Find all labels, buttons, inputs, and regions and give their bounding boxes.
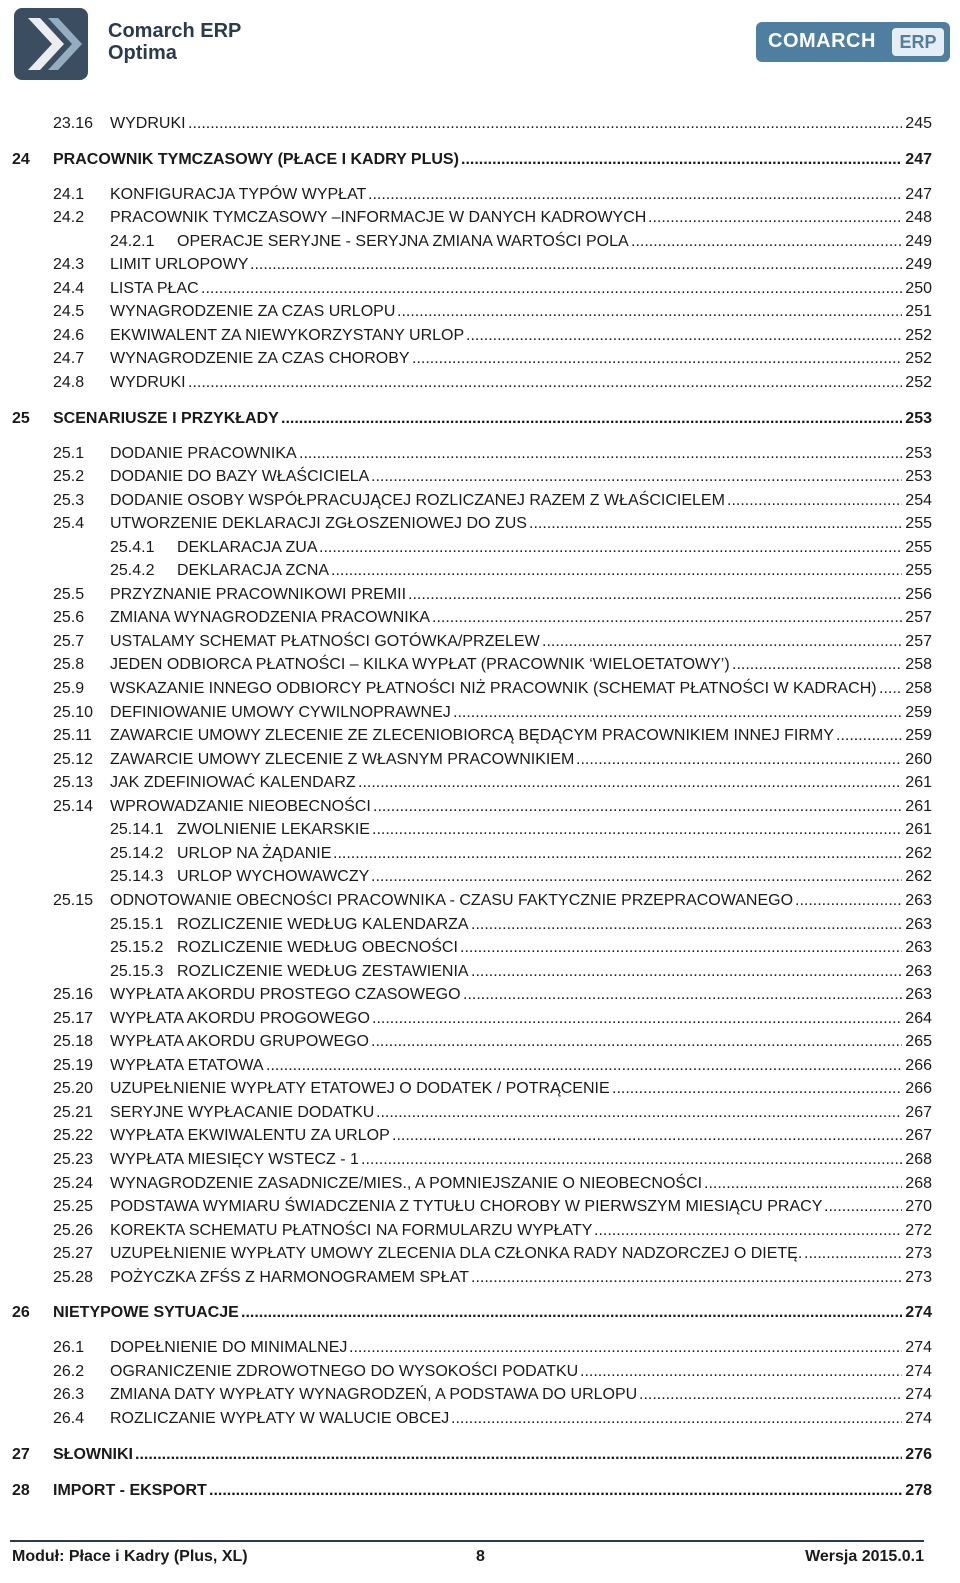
toc-entry-page: 268 xyxy=(905,1151,932,1168)
page-footer xyxy=(12,1544,924,1570)
toc-dot-leader xyxy=(376,1101,902,1125)
toc-entry-page: 265 xyxy=(905,1033,932,1051)
toc-dot-leader xyxy=(466,324,902,348)
toc-dot-leader xyxy=(576,748,902,772)
toc-dot-leader xyxy=(580,1360,902,1384)
toc-entry-title: LISTA PŁAC xyxy=(110,279,199,297)
toc-dot-leader xyxy=(727,489,902,513)
toc-entry-title: PRACOWNIK TYMCZASOWY (PŁACE I KADRY PLUS) xyxy=(53,150,459,168)
toc-entry-page: 263 xyxy=(905,939,932,957)
toc-dot-leader xyxy=(299,442,902,466)
toc-entry-number: 25.14.1 xyxy=(110,821,164,839)
toc-entry-title: KOREKTA SCHEMATU PŁATNOŚCI NA FORMULARZU WYPŁATY xyxy=(110,1221,593,1239)
toc-entry-title: JEDEN ODBIORCA PŁATNOŚCI – KILKA WYPŁAT (PRACOWNIK ‘WIELOETATOWY’) xyxy=(110,656,730,674)
toc-entry-page: 263 xyxy=(905,915,932,933)
comarch-logo-text: COMARCH xyxy=(768,30,876,52)
toc-dot-leader xyxy=(371,1030,902,1054)
toc-entry-page: 247 xyxy=(905,150,932,168)
toc-entry-page: 261 xyxy=(905,797,932,815)
toc-entry-page: 274 xyxy=(905,1339,932,1357)
toc-entry-page: 251 xyxy=(905,303,932,321)
toc-entry-number: 25.6 xyxy=(53,609,85,627)
toc-entry-page: 253 xyxy=(905,444,932,462)
toc-entry-title: SCENARIUSZE I PRZYKŁADY xyxy=(53,409,279,427)
toc-entry-number: 25.3 xyxy=(53,491,85,509)
toc-entry-title: ODNOTOWANIE OBECNOŚCI PRACOWNIKA - CZASU FAKTYCZNIE PRZEPRACOWANEGO xyxy=(110,891,794,909)
toc-entry-page: 263 xyxy=(905,986,932,1004)
toc-entry-title: DEKLARACJA ZCNA xyxy=(177,562,330,580)
toc-entry-title: URLOP WYCHOWAWCZY xyxy=(177,868,370,886)
toc-entry[interactable] xyxy=(0,112,960,136)
footer-version: Wersja 2015.0.1 xyxy=(805,1548,924,1565)
toc-entry-title: WYPŁATA AKORDU PROSTEGO CZASOWEGO xyxy=(110,986,461,1004)
comarch-logo xyxy=(756,22,950,62)
toc-entry-title: OPERACJE SERYJNE - SERYJNA ZMIANA WARTOŚCI POLA xyxy=(177,232,629,250)
toc-entry-page: 264 xyxy=(905,1009,932,1027)
toc-dot-leader xyxy=(471,1266,902,1290)
toc-entry-title: WPROWADZANIE NIEOBECNOŚCI xyxy=(110,797,371,815)
toc-entry-page: 261 xyxy=(905,774,932,792)
toc-entry-page: 266 xyxy=(905,1080,932,1098)
toc-entry-number: 24.5 xyxy=(53,303,85,321)
toc-entry[interactable] xyxy=(0,1172,960,1196)
toc-entry[interactable] xyxy=(0,630,960,654)
toc-dot-leader xyxy=(373,795,902,819)
toc-entry-page: 258 xyxy=(905,680,932,697)
toc-entry-page: 267 xyxy=(905,1127,932,1145)
toc-entry-number: 25.15.3 xyxy=(110,962,164,980)
toc-entry-page: 253 xyxy=(905,468,932,486)
toc-entry-title: WYNAGRODZENIE ZA CZAS URLOPU xyxy=(110,303,396,321)
toc-entry-number: 25.11 xyxy=(53,727,92,745)
toc-entry-page: 257 xyxy=(905,632,932,650)
toc-entry-page: 278 xyxy=(905,1481,932,1499)
toc-entry-page: 259 xyxy=(905,703,932,721)
toc-entry-page: 263 xyxy=(905,891,932,909)
toc-entry-page: 262 xyxy=(905,868,932,886)
toc-entry[interactable] xyxy=(0,1479,960,1503)
toc-dot-leader xyxy=(612,1077,902,1101)
toc-entry[interactable] xyxy=(0,536,960,560)
toc-entry[interactable] xyxy=(0,559,960,583)
toc-entry-title: OGRANICZENIE ZDROWOTNEGO DO WYSOKOŚCI PODATKU xyxy=(110,1362,579,1380)
toc-entry-page: 253 xyxy=(905,409,932,427)
toc-entry-number: 25.13 xyxy=(53,774,94,792)
toc-entry-number: 25.21 xyxy=(53,1103,94,1121)
toc-entry-number: 26.4 xyxy=(53,1409,85,1427)
toc-dot-leader xyxy=(879,677,902,701)
toc-entry-title: DODANIE PRACOWNIKA xyxy=(110,444,297,462)
toc-entry-page: 255 xyxy=(905,562,932,580)
toc-entry[interactable] xyxy=(0,442,960,466)
toc-dot-leader xyxy=(188,371,902,395)
toc-entry-page: 256 xyxy=(905,585,932,603)
toc-entry-title: KONFIGURACJA TYPÓW WYPŁAT xyxy=(110,185,367,203)
toc-entry-title: JAK ZDEFINIOWAĆ KALENDARZ xyxy=(110,774,356,792)
toc-entry-page: 266 xyxy=(905,1056,932,1074)
toc-dot-leader xyxy=(460,936,902,960)
toc-entry-number: 25.2 xyxy=(53,468,85,486)
toc-entry-page: 249 xyxy=(905,232,932,250)
toc-entry-number: 25.20 xyxy=(53,1080,94,1098)
toc-dot-leader xyxy=(371,865,902,889)
toc-entry[interactable] xyxy=(0,1195,960,1219)
toc-dot-leader xyxy=(372,1007,902,1031)
toc-dot-leader xyxy=(250,253,902,277)
toc-entry-page: 276 xyxy=(905,1445,932,1463)
toc-dot-leader xyxy=(471,960,902,984)
toc-entry-number: 25.27 xyxy=(53,1245,94,1263)
toc-entry-number: 25.7 xyxy=(53,632,85,650)
comarch-erp-logo-icon xyxy=(14,8,88,80)
toc-entry-title: ZWOLNIENIE LEKARSKIE xyxy=(177,821,370,839)
toc-dot-leader xyxy=(732,653,902,677)
toc-dot-leader xyxy=(241,1301,902,1325)
toc-entry-title: DODANIE OSOBY WSPÓŁPRACUJĄCEJ ROZLICZANEJ RAZEM Z WŁAŚCICIELEM xyxy=(110,491,725,509)
toc-entry-page: 273 xyxy=(905,1268,932,1286)
toc-entry[interactable] xyxy=(0,489,960,513)
toc-entry[interactable] xyxy=(0,512,960,536)
toc-entry-title: SŁOWNIKI xyxy=(53,1445,133,1463)
toc-entry-number: 25.4.2 xyxy=(110,562,155,580)
toc-entry-page: 274 xyxy=(905,1304,932,1322)
toc-entry-number: 25.15 xyxy=(53,891,94,909)
toc-entry[interactable] xyxy=(0,465,960,489)
toc-entry-page: 255 xyxy=(905,538,932,556)
toc-entry-title: WYPŁATA ETATOWA xyxy=(110,1056,264,1074)
toc-dot-leader xyxy=(463,983,902,1007)
toc-entry[interactable] xyxy=(0,407,960,431)
erp-badge: ERP xyxy=(892,28,944,56)
toc-dot-leader xyxy=(542,630,902,654)
toc-entry-page: 245 xyxy=(905,115,932,132)
brand-line-1: Comarch ERP xyxy=(108,20,242,42)
toc-entry-number: 25.12 xyxy=(53,750,94,768)
toc-entry-title: WYPŁATA AKORDU GRUPOWEGO xyxy=(110,1033,369,1051)
toc-entry-number: 28 xyxy=(12,1481,30,1499)
toc-entry-number: 25.23 xyxy=(53,1151,94,1168)
toc-entry-number: 25.14.3 xyxy=(110,868,164,886)
toc-dot-leader xyxy=(408,583,902,607)
toc-entry-number: 25.9 xyxy=(53,680,85,697)
toc-entry[interactable] xyxy=(0,1301,960,1325)
toc-entry-number: 24.3 xyxy=(53,256,85,274)
toc-entry-number: 25.1 xyxy=(53,444,85,462)
toc-entry-page: 258 xyxy=(905,656,932,674)
brand-line-2: Optima xyxy=(108,42,177,64)
toc-entry[interactable] xyxy=(0,1242,960,1266)
toc-entry[interactable] xyxy=(0,1054,960,1078)
toc-entry-number: 26.1 xyxy=(53,1339,85,1357)
toc-entry-title: ZAWARCIE UMOWY ZLECENIE ZE ZLECENIOBIORCĄ BĘDĄCYM PRACOWNIKIEM INNEJ FIRMY xyxy=(110,727,834,745)
toc-dot-leader xyxy=(804,1242,902,1266)
brand-name xyxy=(108,20,241,64)
toc-entry-number: 24.7 xyxy=(53,350,85,368)
toc-dot-leader xyxy=(333,842,902,866)
toc-entry[interactable] xyxy=(0,748,960,772)
toc-entry-number: 23.16 xyxy=(53,115,94,132)
footer-page-number: 8 xyxy=(476,1548,485,1565)
toc-entry[interactable] xyxy=(0,1007,960,1031)
toc-entry[interactable] xyxy=(0,324,960,348)
toc-entry-number: 24.2.1 xyxy=(110,232,155,250)
footer-divider xyxy=(10,1540,924,1542)
toc-entry[interactable] xyxy=(0,1266,960,1290)
toc-entry-title: UZUPEŁNIENIE WYPŁATY UMOWY ZLECENIA DLA CZŁONKA RADY NADZORCZEJ O DIETĘ. xyxy=(110,1245,803,1263)
toc-entry-page: 270 xyxy=(905,1198,932,1216)
toc-entry-number: 25.4.1 xyxy=(110,538,155,556)
toc-entry-number: 24.2 xyxy=(53,209,85,227)
toc-entry-page: 262 xyxy=(905,844,932,862)
toc-entry-number: 25 xyxy=(12,409,30,427)
toc-dot-leader xyxy=(397,300,902,324)
toc-entry-title: ZAWARCIE UMOWY ZLECENIE Z WŁASNYM PRACOWNIKIEM xyxy=(110,750,575,768)
toc-entry-number: 25.8 xyxy=(53,656,85,674)
toc-dot-leader xyxy=(412,347,902,371)
toc-entry-title: UTWORZENIE DEKLARACJI ZGŁOSZENIOWEJ DO ZUS xyxy=(110,515,527,533)
toc-entry[interactable] xyxy=(0,371,960,395)
toc-entry[interactable] xyxy=(0,606,960,630)
toc-entry-title: POŻYCZKA ZFŚS Z HARMONOGRAMEM SPŁAT xyxy=(110,1268,469,1286)
toc-entry[interactable] xyxy=(0,253,960,277)
toc-dot-leader xyxy=(372,818,902,842)
page-header xyxy=(0,0,960,96)
toc-entry[interactable] xyxy=(0,983,960,1007)
toc-dot-leader xyxy=(201,277,902,301)
toc-entry-number: 25.16 xyxy=(53,986,94,1004)
toc-entry-number: 25.18 xyxy=(53,1033,94,1051)
toc-dot-leader xyxy=(368,183,902,207)
toc-entry[interactable] xyxy=(0,1443,960,1467)
toc-dot-leader xyxy=(392,1124,902,1148)
toc-entry-page: 252 xyxy=(905,326,932,344)
toc-entry-page: 255 xyxy=(905,515,932,533)
toc-dot-leader xyxy=(432,606,902,630)
toc-entry-page: 248 xyxy=(905,209,932,227)
toc-dot-leader xyxy=(135,1443,902,1467)
toc-dot-leader xyxy=(209,1479,902,1503)
toc-entry[interactable] xyxy=(0,1101,960,1125)
toc-entry-number: 25.25 xyxy=(53,1198,94,1216)
toc-entry-page: 274 xyxy=(905,1386,932,1404)
toc-entry-title: LIMIT URLOPOWY xyxy=(110,256,249,274)
toc-entry-page: 260 xyxy=(905,750,932,768)
toc-entry-page: 274 xyxy=(905,1409,932,1427)
toc-entry-title: ZMIANA WYNAGRODZENIA PRACOWNIKA xyxy=(110,609,431,627)
toc-entry[interactable] xyxy=(0,277,960,301)
toc-entry-title: WYPŁATA EKWIWALENTU ZA URLOP xyxy=(110,1127,390,1145)
toc-entry-number: 25.22 xyxy=(53,1127,94,1145)
toc-entry[interactable] xyxy=(0,936,960,960)
toc-entry[interactable] xyxy=(0,1124,960,1148)
toc-entry-title: PRZYZNANIE PRACOWNIKOWI PREMII xyxy=(110,585,407,603)
toc-entry-page: 257 xyxy=(905,609,932,627)
toc-entry[interactable] xyxy=(0,889,960,913)
toc-dot-leader xyxy=(639,1383,902,1407)
toc-dot-leader xyxy=(358,771,902,795)
toc-dot-leader xyxy=(471,913,902,937)
toc-entry-number: 25.28 xyxy=(53,1268,94,1286)
toc-entry-title: WSKAZANIE INNEGO ODBIORCY PŁATNOŚCI NIŻ PRACOWNIK (SCHEMAT PŁATNOŚCI W KADRACH) xyxy=(110,680,877,697)
toc-entry-title: WYNAGRODZENIE ZA CZAS CHOROBY xyxy=(110,350,410,368)
toc-entry[interactable] xyxy=(0,1336,960,1360)
toc-entry[interactable] xyxy=(0,677,960,701)
toc-dot-leader xyxy=(529,512,902,536)
toc-entry[interactable] xyxy=(0,1360,960,1384)
toc-entry-title: DEFINIOWANIE UMOWY CYWILNOPRAWNEJ xyxy=(110,703,451,721)
toc-dot-leader xyxy=(648,206,902,230)
toc-entry-page: 254 xyxy=(905,491,932,509)
toc-entry[interactable] xyxy=(0,960,960,984)
toc-entry-page: 273 xyxy=(905,1245,932,1263)
toc-dot-leader xyxy=(824,1195,902,1219)
toc-entry-title: PODSTAWA WYMIARU ŚWIADCZENIA Z TYTUŁU CHOROBY W PIERWSZYM MIESIĄCU PRACY xyxy=(110,1198,823,1216)
toc-entry[interactable] xyxy=(0,300,960,324)
toc-entry-title: WYDRUKI xyxy=(110,373,186,391)
toc-entry[interactable] xyxy=(0,347,960,371)
toc-entry-title: DOPEŁNIENIE DO MINIMALNEJ xyxy=(110,1339,348,1357)
toc-dot-leader xyxy=(704,1172,902,1196)
toc-entry-number: 25.14.2 xyxy=(110,844,164,862)
toc-entry-page: 263 xyxy=(905,962,932,980)
toc-entry-title: ZMIANA DATY WYPŁATY WYNAGRODZEŃ, A PODSTAWA DO URLOPU xyxy=(110,1386,638,1404)
toc-entry-title: URLOP NA ŻĄDANIE xyxy=(177,844,332,862)
toc-entry-number: 25.5 xyxy=(53,585,85,603)
toc-dot-leader xyxy=(266,1054,902,1078)
toc-entry[interactable] xyxy=(0,865,960,889)
toc-entry-page: 259 xyxy=(905,727,932,745)
toc-entry-page: 268 xyxy=(905,1174,932,1192)
toc-entry-number: 24.8 xyxy=(53,373,85,391)
toc-entry-number: 25.14 xyxy=(53,797,94,815)
toc-dot-leader xyxy=(331,559,902,583)
toc-entry[interactable] xyxy=(0,148,960,172)
toc-dot-leader xyxy=(361,1148,902,1172)
toc-entry[interactable] xyxy=(0,230,960,254)
footer-module: Moduł: Płace i Kadry (Plus, XL) xyxy=(12,1548,248,1565)
toc-entry[interactable] xyxy=(0,1219,960,1243)
toc-entry-title: ROZLICZANIE WYPŁATY W WALUCIE OBCEJ xyxy=(110,1409,450,1427)
toc-entry-title: UZUPEŁNIENIE WYPŁATY ETATOWEJ O DODATEK / POTRĄCENIE xyxy=(110,1080,610,1098)
toc-dot-leader xyxy=(453,701,902,725)
toc-entry-title: ROZLICZENIE WEDŁUG ZESTAWIENIA xyxy=(177,962,469,980)
toc-entry-title: ROZLICZENIE WEDŁUG KALENDARZA xyxy=(177,915,469,933)
toc-entry-number: 26 xyxy=(12,1304,30,1322)
toc-entry-title: WYPŁATA AKORDU PROGOWEGO xyxy=(110,1009,370,1027)
toc-entry-page: 247 xyxy=(905,185,932,203)
toc-entry-title: USTALAMY SCHEMAT PŁATNOŚCI GOTÓWKA/PRZELEW xyxy=(110,632,540,650)
toc-entry-number: 24 xyxy=(12,150,30,168)
toc-dot-leader xyxy=(319,536,902,560)
toc-dot-leader xyxy=(349,1336,902,1360)
toc-entry[interactable] xyxy=(0,724,960,748)
toc-entry-number: 25.17 xyxy=(53,1009,94,1027)
toc-entry-title: ROZLICZENIE WEDŁUG OBECNOŚCI xyxy=(177,939,458,957)
toc-dot-leader xyxy=(836,724,902,748)
toc-entry[interactable] xyxy=(0,842,960,866)
toc-entry[interactable] xyxy=(0,1383,960,1407)
toc-dot-leader xyxy=(451,1407,902,1431)
toc-entry-page: 249 xyxy=(905,256,932,274)
toc-entry-number: 25.24 xyxy=(53,1174,94,1192)
toc-entry[interactable] xyxy=(0,701,960,725)
toc-entry[interactable] xyxy=(0,653,960,677)
toc-entry-title: NIETYPOWE SYTUACJE xyxy=(53,1304,239,1322)
toc-entry-title: SERYJNE WYPŁACANIE DODATKU xyxy=(110,1103,375,1121)
toc-entry-page: 252 xyxy=(905,373,932,391)
toc-entry-title: WYDRUKI xyxy=(110,115,186,132)
toc-entry-title: PRACOWNIK TYMCZASOWY –INFORMACJE W DANYCH KADROWYCH xyxy=(110,209,647,227)
toc-entry-number: 26.2 xyxy=(53,1362,85,1380)
toc-dot-leader xyxy=(461,148,902,172)
toc-entry[interactable] xyxy=(0,795,960,819)
toc-entry-number: 24.6 xyxy=(53,326,85,344)
toc-entry-number: 24.4 xyxy=(53,279,85,297)
toc-entry-number: 25.26 xyxy=(53,1221,94,1239)
toc-entry-page: 261 xyxy=(905,821,932,839)
toc-entry-number: 25.4 xyxy=(53,515,85,533)
toc-entry-number: 25.15.2 xyxy=(110,939,164,957)
toc-entry[interactable] xyxy=(0,913,960,937)
toc-entry-page: 267 xyxy=(905,1103,932,1121)
toc-entry-title: DODANIE DO BAZY WŁAŚCICIELA xyxy=(110,468,370,486)
toc-entry[interactable] xyxy=(0,1148,960,1172)
toc-entry[interactable] xyxy=(0,1407,960,1431)
toc-entry-title: DEKLARACJA ZUA xyxy=(177,538,318,556)
toc-entry[interactable] xyxy=(0,183,960,207)
toc-dot-leader xyxy=(371,465,902,489)
toc-entry-title: WYPŁATA MIESIĘCY WSTECZ - 1 xyxy=(110,1151,359,1168)
toc-entry-number: 25.10 xyxy=(53,703,94,721)
toc-entry-number: 24.1 xyxy=(53,185,85,203)
toc-dot-leader xyxy=(795,889,902,913)
toc-dot-leader xyxy=(594,1219,902,1243)
toc-entry-page: 252 xyxy=(905,350,932,368)
toc-entry-title: WYNAGRODZENIE ZASADNICZE/MIES., A POMNIEJSZANIE O NIEOBECNOŚCI xyxy=(110,1174,703,1192)
toc-entry-page: 272 xyxy=(905,1221,932,1239)
toc-entry-page: 250 xyxy=(905,279,932,297)
toc-entry[interactable] xyxy=(0,1030,960,1054)
toc-entry[interactable] xyxy=(0,583,960,607)
toc-dot-leader xyxy=(188,112,902,136)
toc-dot-leader xyxy=(631,230,902,254)
toc-entry-number: 25.19 xyxy=(53,1056,94,1074)
toc-entry-number: 27 xyxy=(12,1445,30,1463)
toc-entry-title: EKWIWALENT ZA NIEWYKORZYSTANY URLOP xyxy=(110,326,465,344)
toc-entry-title: IMPORT - EKSPORT xyxy=(53,1481,207,1499)
toc-dot-leader xyxy=(281,407,902,431)
toc-entry-number: 25.15.1 xyxy=(110,915,164,933)
toc-entry[interactable] xyxy=(0,206,960,230)
toc-entry[interactable] xyxy=(0,818,960,842)
toc-entry[interactable] xyxy=(0,771,960,795)
toc-entry-page: 274 xyxy=(905,1362,932,1380)
toc-entry-number: 26.3 xyxy=(53,1386,85,1404)
toc-entry[interactable] xyxy=(0,1077,960,1101)
